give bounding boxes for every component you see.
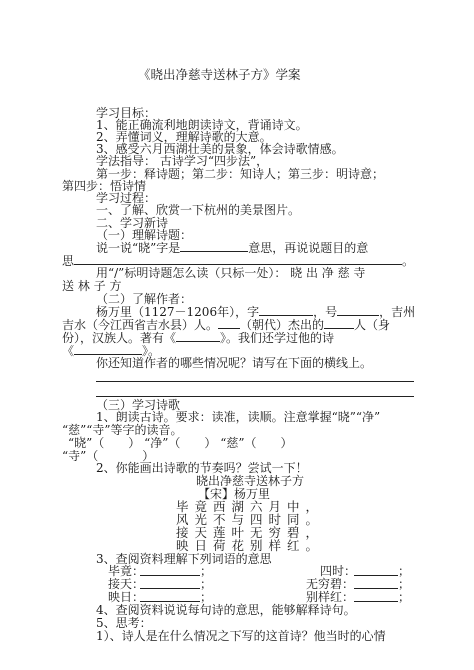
objective-2: 2、弄懂词义，理解诗歌的大意。 — [96, 130, 272, 144]
vocab-blank[interactable] — [354, 588, 398, 589]
objective-1: 1、能正确流利地朗读诗文，背诵诗文。 — [96, 118, 308, 132]
answer-blank[interactable] — [259, 304, 313, 316]
author-line-3: 份），汉族人。著有《 》。我们还学过他的诗 — [62, 331, 335, 345]
separator: ； — [398, 590, 411, 604]
answer-blank[interactable] — [176, 330, 220, 342]
question-mark-pause-cont: 送 林 子 方 — [62, 279, 122, 293]
separator: ； — [398, 577, 411, 591]
vocab-wuqiongbi-label: 无穷碧： — [306, 577, 355, 591]
question-mark-pause: 用“/”标明诗题怎么读（只标一处）： 晓 出 净 慈 寺 — [96, 266, 366, 280]
vocab-sishi-label: 四时： — [320, 564, 357, 578]
answer-blank[interactable] — [324, 317, 354, 329]
question-title-meaning: 思 。 — [62, 254, 415, 268]
separator: ； — [200, 577, 213, 591]
vocab-instruction: 3、查阅资料理解下列词语的意思 — [96, 552, 272, 566]
objectives-heading: 学习目标： — [96, 106, 157, 120]
think-question-1: 1）、诗人是在什么情况之下写的这首诗？他当时的心情 — [96, 629, 386, 643]
vocab-blank[interactable] — [140, 601, 200, 602]
vocab-yingri-label: 映日： — [108, 590, 145, 604]
author-line-1: 杨万里（1127－1206年），字 ，号 ，吉州 — [96, 305, 416, 319]
page-title: 《晓出净慈寺送林子方》学案 — [138, 67, 301, 82]
answer-blank[interactable] — [180, 240, 248, 252]
poem-line: 风光不与四时同。 — [176, 512, 325, 527]
answer-blank[interactable] — [74, 253, 402, 265]
read-instruction-1: 1、朗读古诗。要求：读准，读顺。注意掌握“晓”“净” — [96, 410, 381, 424]
question-xiao: 说一说“晓”字是 意思，再说说题目的意 — [96, 241, 369, 255]
vocab-blank[interactable] — [140, 575, 200, 576]
separator: ； — [200, 564, 213, 578]
pronunciation-row-1: “晓”（ ） “净”（ ） “慈”（ ） — [68, 436, 293, 450]
answer-line[interactable] — [96, 396, 414, 397]
poem-author: 【宋】杨万里 — [198, 487, 271, 501]
objective-3: 3、感受六月西湖壮美的景象，体会诗歌情感。 — [96, 142, 344, 156]
vocab-jietian-label: 接天： — [108, 577, 145, 591]
vocab-biji-label: 毕竟： — [108, 564, 145, 578]
section-poem-title: （三）学习诗歌 — [96, 398, 181, 412]
author-line-2: 吉水（今江西省吉水县）人。 （朝代）杰出的 人（身 — [62, 318, 391, 332]
answer-blank[interactable] — [337, 304, 379, 316]
explain-instruction: 4、查阅资料说说每句诗的意思，能够解释诗句。 — [96, 603, 356, 617]
read-instruction-2: “慈”“寺”等字的读音。 — [62, 423, 183, 437]
rhythm-question: 2、你能画出诗歌的节奏吗？尝试一下！ — [96, 461, 308, 475]
process-heading: 学习过程： — [96, 191, 157, 205]
answer-blank[interactable] — [218, 317, 240, 329]
author-line-4: 《 》。 — [62, 344, 161, 358]
separator: ； — [200, 590, 213, 604]
vocab-bieyanghong-label: 别样红： — [306, 590, 355, 604]
poem-line: 映日荷花别样红。 — [176, 538, 325, 553]
process-item-1: 一、了解、欣赏一下杭州的美景图片。 — [96, 203, 301, 217]
poem-title: 晓出净慈寺送林子方 — [196, 474, 305, 488]
answer-blank[interactable] — [74, 343, 142, 355]
vocab-blank[interactable] — [354, 575, 398, 576]
author-more-question: 你还知道作者的哪些情况呢？请写在下面的横线上。 — [96, 356, 373, 370]
pronunciation-row-2: “寺”（ ） — [62, 449, 155, 463]
answer-line[interactable] — [96, 381, 414, 382]
vocab-blank[interactable] — [140, 588, 200, 589]
method-step-4: 第四步：悟诗情 — [62, 179, 147, 193]
vocab-blank[interactable] — [354, 601, 398, 602]
process-item-2: 二、学习新诗 — [96, 216, 169, 230]
think-heading: 5、思考： — [96, 616, 152, 630]
method-guide: 学法指导： 古诗学习“四步法”， — [96, 154, 269, 168]
poem-line: 毕竟西湖六月中， — [176, 499, 325, 514]
separator: ； — [398, 564, 411, 578]
method-steps: 第一步：释诗题；第二步：知诗人；第三步：明诗意； — [96, 167, 385, 181]
poem-line: 接天莲叶无穷碧， — [176, 525, 325, 540]
section-understand-title: （一）理解诗题： — [96, 228, 193, 242]
section-author-title: （二）了解作者： — [96, 292, 193, 306]
